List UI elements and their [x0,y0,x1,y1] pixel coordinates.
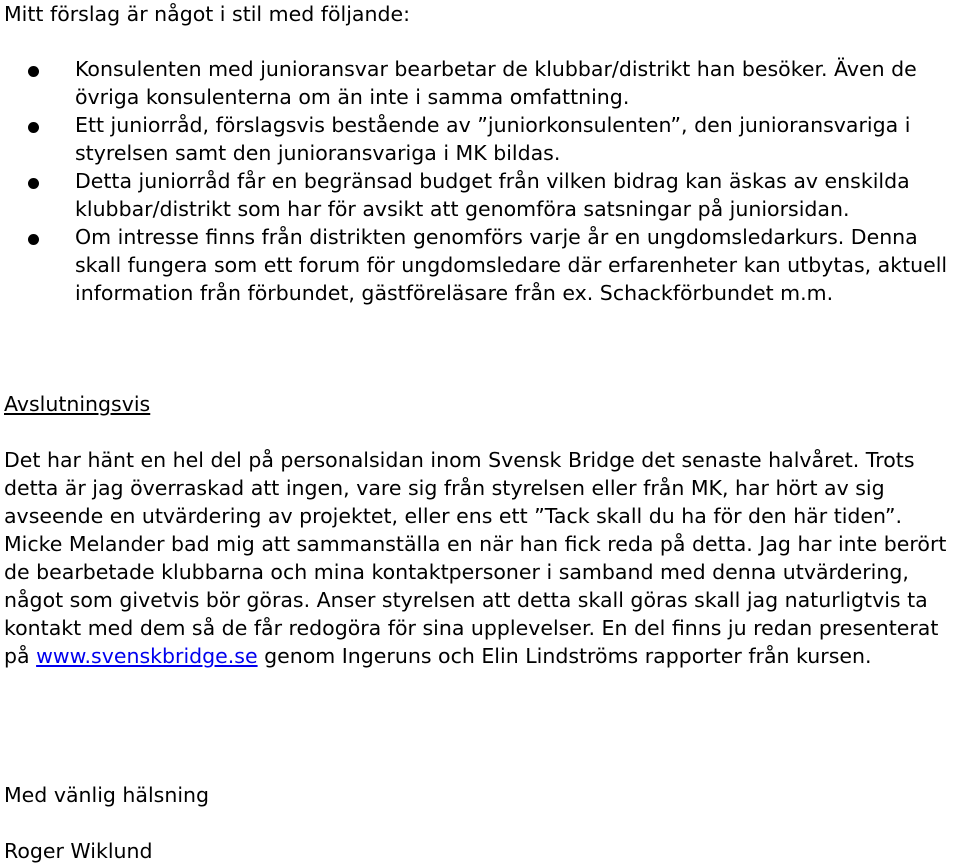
list-item [4,167,960,223]
list-item [4,223,960,307]
bullet-icon [28,178,39,189]
proposal-list [4,55,960,307]
list-item [4,111,960,167]
paragraph-text: Det har hänt en hel del på personalsidan inom Svensk Bridge det senaste halvåret. Trots detta är jag överraskad att ingen, vare sig från styrelsen eller från MK, har hört av sig avseende en utvärdering av projektet, eller ens ett ”Tack skall du ha för den här tiden”. Micke Melander bad mig att sammanställa en när han fick reda på detta. Jag har inte berört de bearbetade klubbarna och mina kontaktpersoner i samband med denna utvärdering, något som givetvis bör göras. Anser styrelsen att detta skall göras skall jag naturligtvis ta kontakt med dem så de får redogöra för sina upplevelser. En del finns ju redan presenterat på [4,448,947,668]
bullet-icon [28,122,39,133]
bullet-icon [28,66,39,77]
section-heading: Avslutningsvis [4,392,151,416]
list-item [4,55,960,111]
paragraph-text-end: genom Ingeruns och Elin Lindströms rapporter från kursen. [257,644,872,668]
closing-greeting: Med vänlig hälsning [4,783,210,807]
website-link[interactable]: www.svenskbridge.se [36,644,258,668]
list-item-text: Om intresse finns från distrikten genomförs varje år en ungdomsledarkurs. Denna skall fungera som ett forum för ungdomsledare där erfarenheter kan utbytas, aktuell information från förbundet, gästföreläsare från ex. Schackförbundet m.m. [75,225,948,305]
bullet-icon [28,234,39,245]
signature-name: Roger Wiklund [4,839,153,863]
list-item-text: Detta juniorråd får en begränsad budget från vilken bidrag kan äskas av enskilda klubbar/distrikt som har för avsikt att genomföra satsningar på juniorsidan. [75,169,910,221]
list-item-text: Konsulenten med junioransvar bearbetar de klubbar/distrikt han besöker. Även de övriga konsulenterna om än inte i samma omfattning. [75,57,917,109]
list-item-text: Ett juniorråd, förslagsvis bestående av ”juniorkonsulenten”, den junioransvariga i styrelsen samt den junioransvariga i MK bildas. [75,113,911,165]
intro-line: Mitt förslag är något i stil med följande: [4,2,410,26]
closing-paragraph [4,446,960,670]
